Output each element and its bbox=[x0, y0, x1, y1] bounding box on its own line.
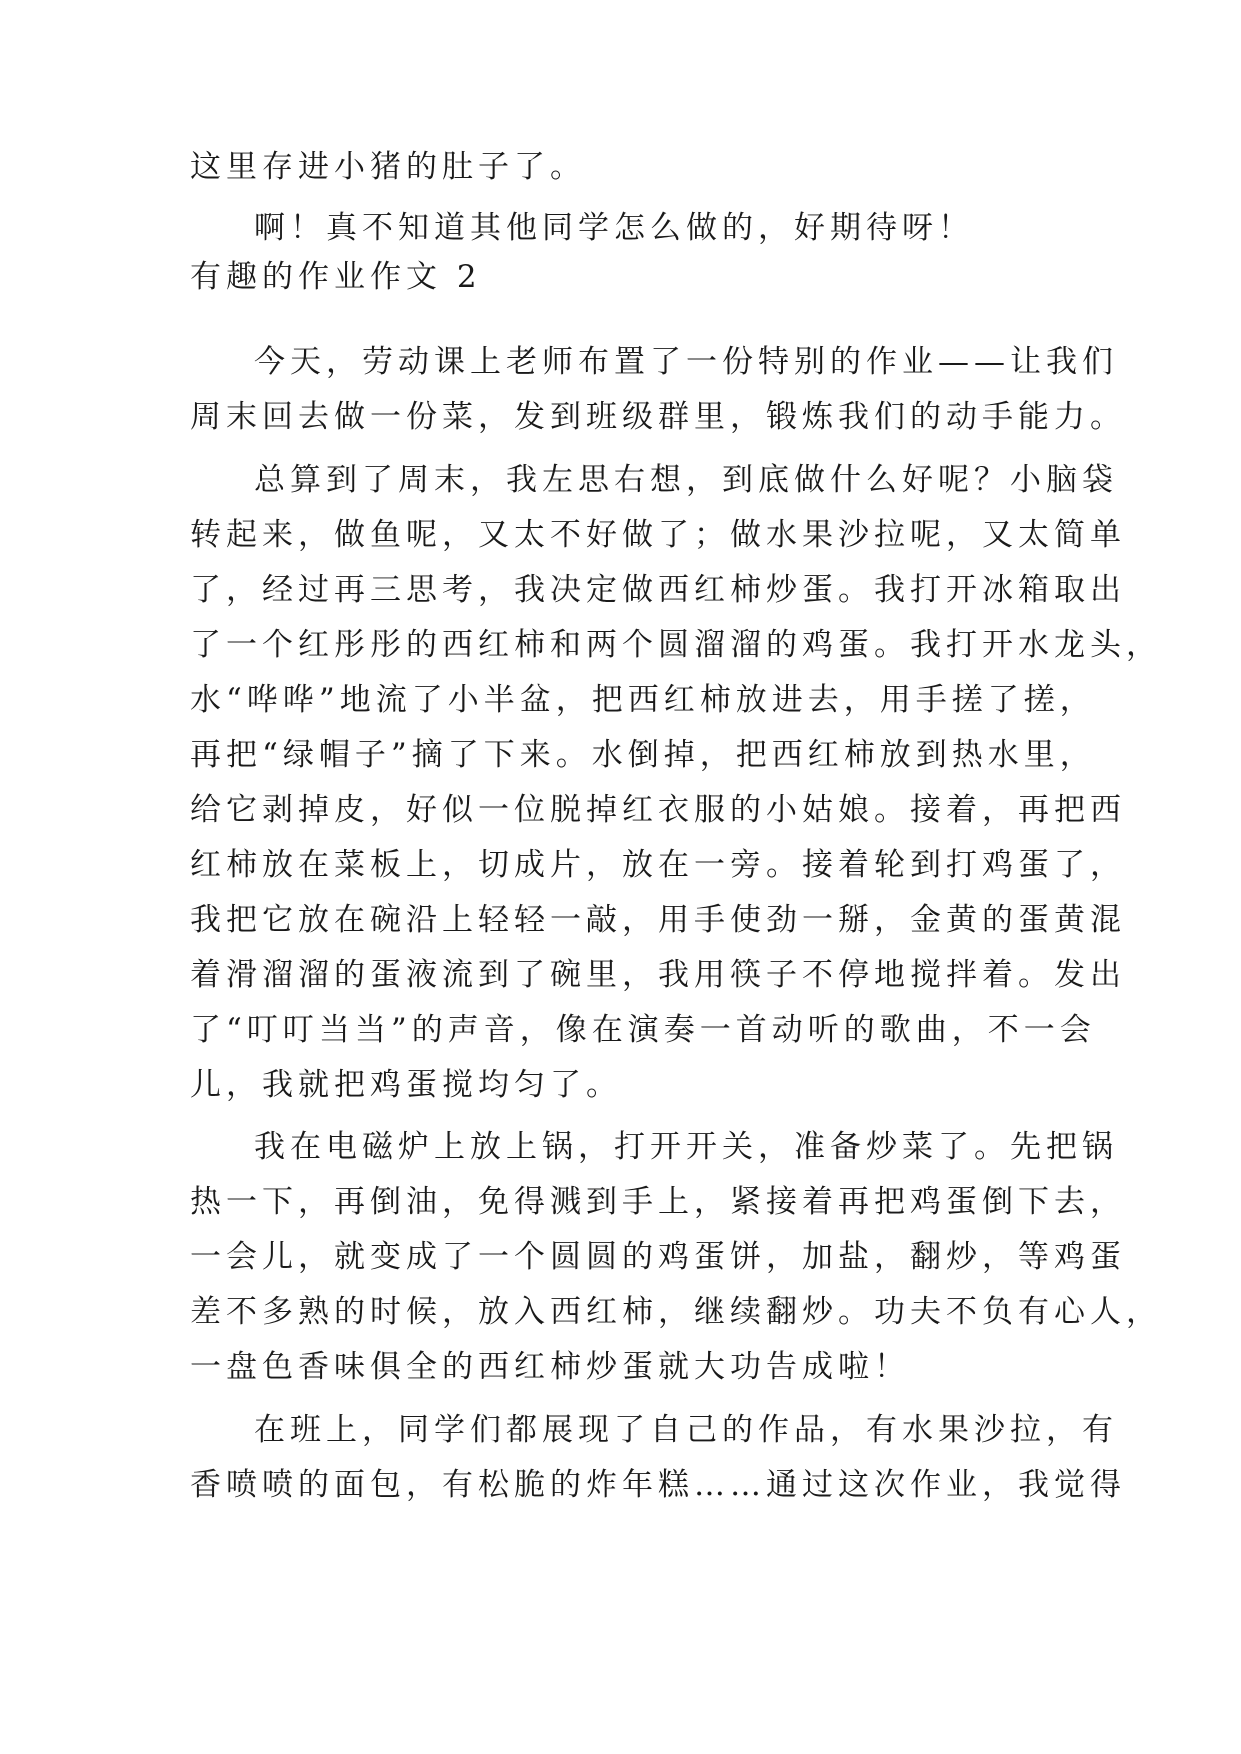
text-line: 啊！真不知道其他同学怎么做的，好期待呀！ bbox=[254, 210, 974, 246]
text-line: 我在电磁炉上放上锅，打开开关，准备炒菜了。先把锅 bbox=[254, 1129, 1118, 1165]
text-line: 一会儿，就变成了一个圆圆的鸡蛋饼，加盐，翻炒，等鸡蛋 bbox=[190, 1239, 1126, 1275]
text-line: 香喷喷的面包，有松脆的炸年糕……通过这次作业，我觉得 bbox=[190, 1467, 1126, 1503]
text-line: 热一下，再倒油，免得溅到手上，紧接着再把鸡蛋倒下去， bbox=[190, 1184, 1126, 1220]
text-line: 今天，劳动课上老师布置了一份特别的作业——让我们 bbox=[254, 344, 1118, 380]
text-line: 了一个红彤彤的西红柿和两个圆溜溜的鸡蛋。我打开水龙头， bbox=[190, 627, 1162, 663]
text-line: 了“叮叮当当”的声音，像在演奏一首动听的歌曲，不一会 bbox=[190, 1012, 1096, 1048]
text-line: 儿，我就把鸡蛋搅均匀了。 bbox=[190, 1067, 622, 1103]
text-line: 差不多熟的时候，放入西红柿，继续翻炒。功夫不负有心人， bbox=[190, 1294, 1162, 1330]
text-line: 我把它放在碗沿上轻轻一敲，用手使劲一掰，金黄的蛋黄混 bbox=[190, 902, 1126, 938]
text-line: 转起来，做鱼呢，又太不好做了；做水果沙拉呢，又太简单 bbox=[190, 517, 1126, 553]
text-line: 给它剥掉皮，好似一位脱掉红衣服的小姑娘。接着，再把西 bbox=[190, 792, 1126, 828]
text-line: 在班上，同学们都展现了自己的作品，有水果沙拉，有 bbox=[254, 1412, 1118, 1448]
text-line: 水“哗哗”地流了小半盆，把西红柿放进去，用手搓了搓， bbox=[190, 682, 1096, 718]
text-line: 周末回去做一份菜，发到班级群里，锻炼我们的动手能力。 bbox=[190, 399, 1126, 435]
text-line: 红柿放在菜板上，切成片，放在一旁。接着轮到打鸡蛋了， bbox=[190, 847, 1126, 883]
text-line: 了，经过再三思考，我决定做西红柿炒蛋。我打开冰箱取出 bbox=[190, 572, 1126, 608]
text-line: 总算到了周末，我左思右想，到底做什么好呢？小脑袋 bbox=[254, 462, 1118, 498]
section-title: 有趣的作业作文 2 bbox=[190, 259, 482, 295]
text-line: 这里存进小猪的肚子了。 bbox=[190, 149, 586, 185]
text-line: 一盘色香味俱全的西红柿炒蛋就大功告成啦！ bbox=[190, 1349, 910, 1385]
text-line: 再把“绿帽子”摘了下来。水倒掉，把西红柿放到热水里， bbox=[190, 737, 1096, 773]
text-line: 着滑溜溜的蛋液流到了碗里，我用筷子不停地搅拌着。发出 bbox=[190, 957, 1126, 993]
